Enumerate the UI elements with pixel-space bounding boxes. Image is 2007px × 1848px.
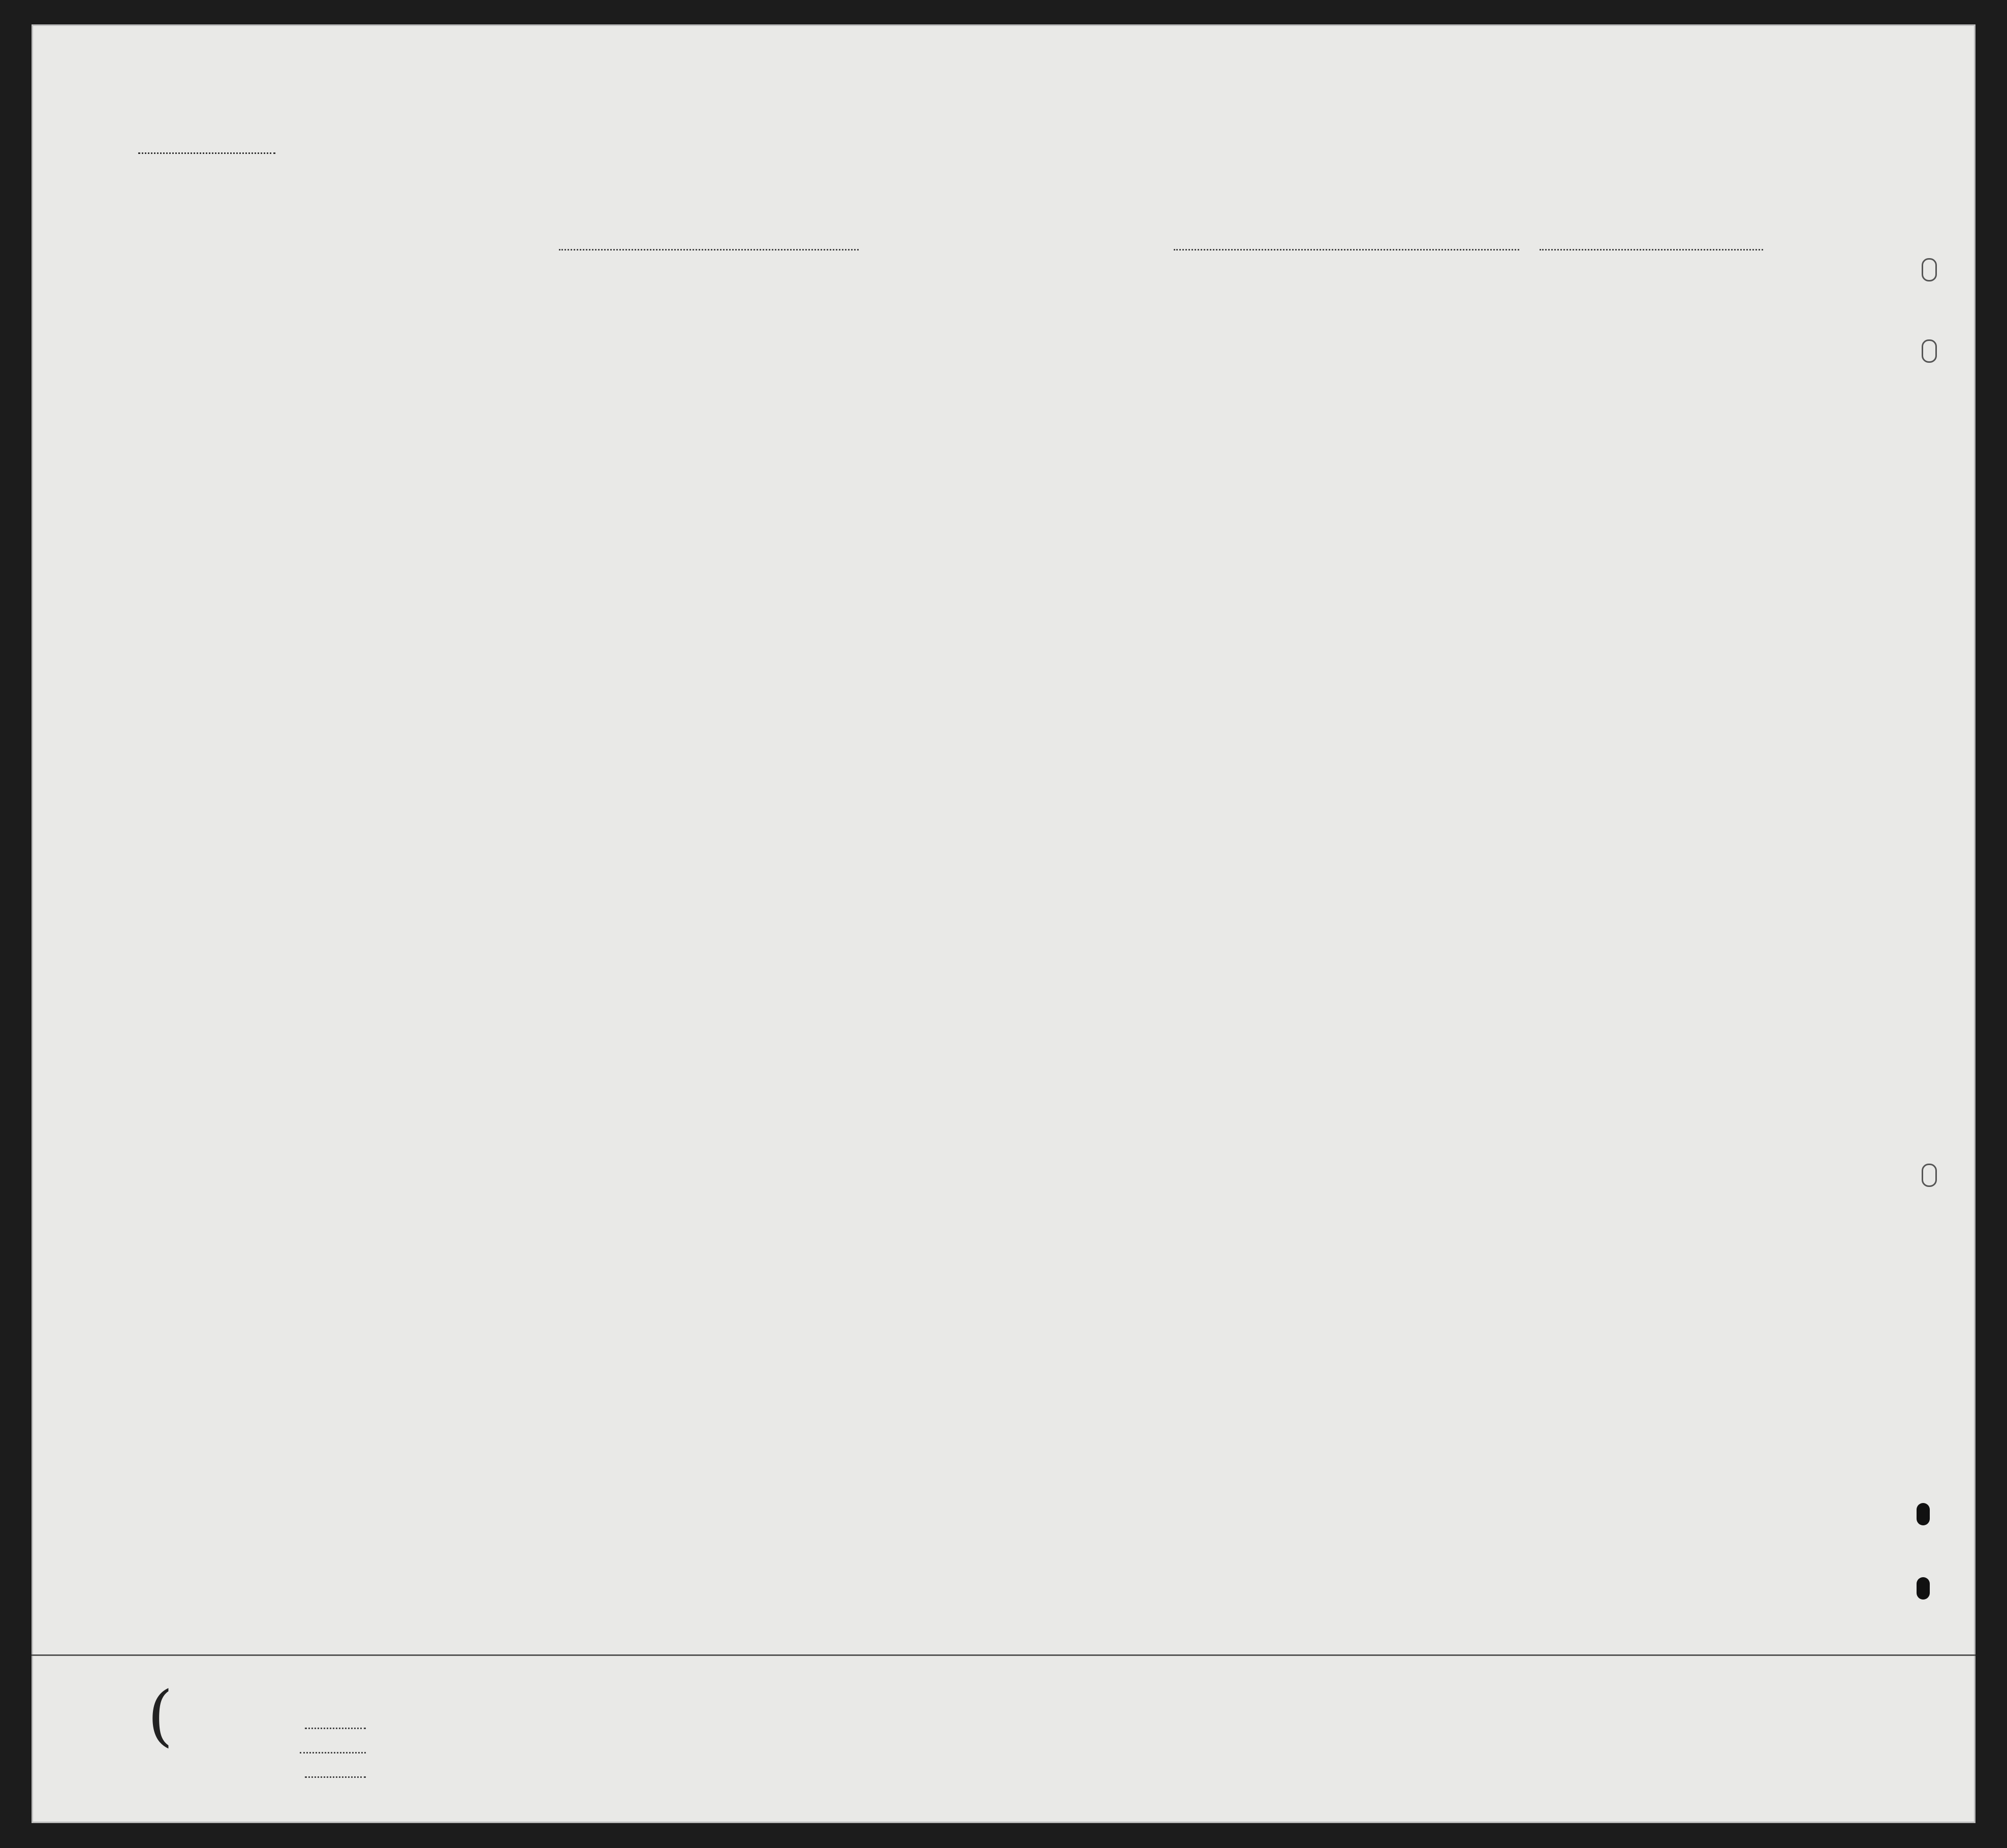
- binder-ring: [1922, 1164, 1937, 1187]
- binder-ring: [1922, 339, 1937, 363]
- date-line: [1540, 249, 1763, 250]
- dotted-leader: [300, 1752, 366, 1753]
- dotted-leader: [305, 1728, 366, 1729]
- port-line: [1174, 249, 1519, 250]
- punch-hole: [1917, 1577, 1930, 1600]
- list-underline: [138, 152, 275, 154]
- punch-hole: [1917, 1503, 1930, 1525]
- ship-line: [559, 249, 859, 250]
- manifest-sheet: [32, 24, 1975, 1823]
- margin-mark: (: [147, 1677, 173, 1754]
- dotted-leader: [305, 1776, 366, 1778]
- binder-ring: [1922, 258, 1937, 281]
- footer-rule: [32, 1654, 1975, 1656]
